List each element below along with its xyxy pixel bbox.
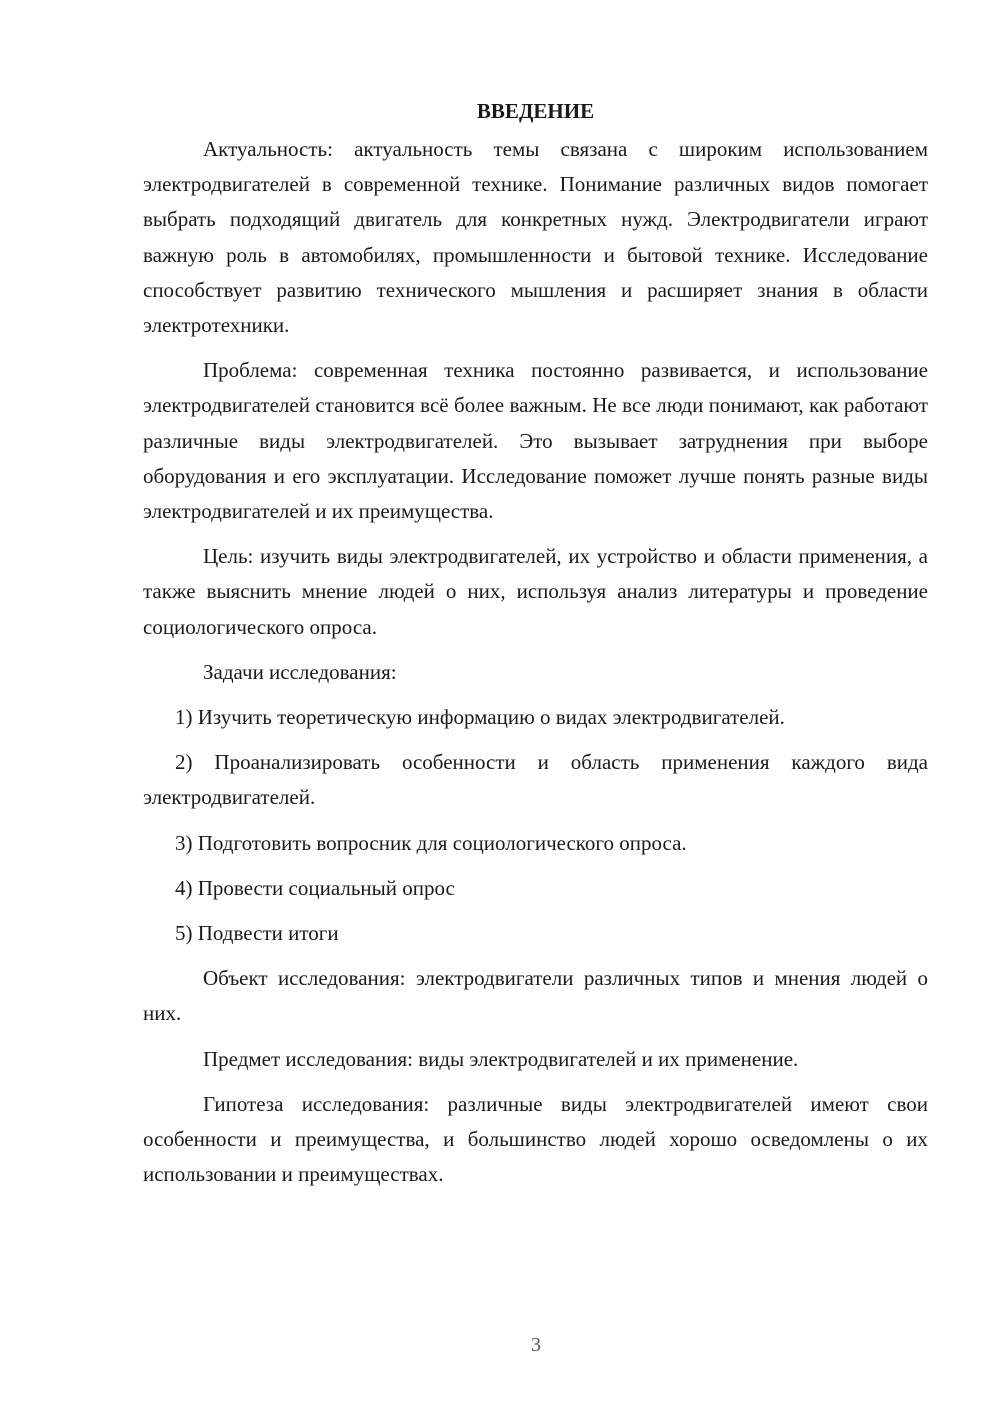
section-title: ВВЕДЕНИЕ bbox=[476, 99, 595, 123]
document-page bbox=[143, 94, 928, 1202]
paragraph-relevance: Актуальность: актуальность темы связана с широким использованием электродвигателей в современной технике. Понимание различных видов помогает выбрать подходящий двигатель для конкретных нужд. Электродвигатели играют важную роль в автомобилях, промышленности и бытовой технике. Исследование способствует развитию технического мышления и расширяет знания в области электротехники. bbox=[143, 137, 928, 338]
paragraph-problem: Проблема: современная техника постоянно развивается, и использование электродвигателей становится всё более важным. Не все люди понимают, как работают различные виды электродвигателей. Это вызывает затруднения при выборе оборудования и его эксплуатации. Исследование поможет лучше понять разные виды электродвигателей и их преимущества. bbox=[143, 358, 928, 524]
paragraph-hypothesis: Гипотеза исследования: различные виды электродвигателей имеют свои особенности и преимущества, и большинство людей хорошо осведомлены о их использовании и преимуществах. bbox=[143, 1091, 928, 1187]
task-item-3: 3) Подготовить вопросник для социологического опроса. bbox=[175, 830, 687, 855]
task-item-4: 4) Провести социальный опрос bbox=[175, 875, 455, 900]
tasks-heading: Задачи исследования: bbox=[203, 659, 397, 684]
task-item-2: 2) Проанализировать особенности и область применения каждого вида электродвигателей. bbox=[143, 750, 928, 810]
page-number: 3 bbox=[531, 1334, 541, 1356]
task-item-1: 1) Изучить теоретическую информацию о видах электродвигателей. bbox=[175, 705, 785, 730]
paragraph-goal: Цель: изучить виды электродвигателей, их устройство и области применения, а также выяснить мнение людей о них, используя анализ литературы и проведение социологического опроса. bbox=[143, 544, 928, 639]
paragraph-object: Объект исследования: электродвигатели различных типов и мнения людей о них. bbox=[143, 966, 928, 1026]
paragraph-subject: Предмет исследования: виды электродвигателей и их применение. bbox=[203, 1046, 799, 1071]
task-item-5: 5) Подвести итоги bbox=[175, 921, 339, 946]
